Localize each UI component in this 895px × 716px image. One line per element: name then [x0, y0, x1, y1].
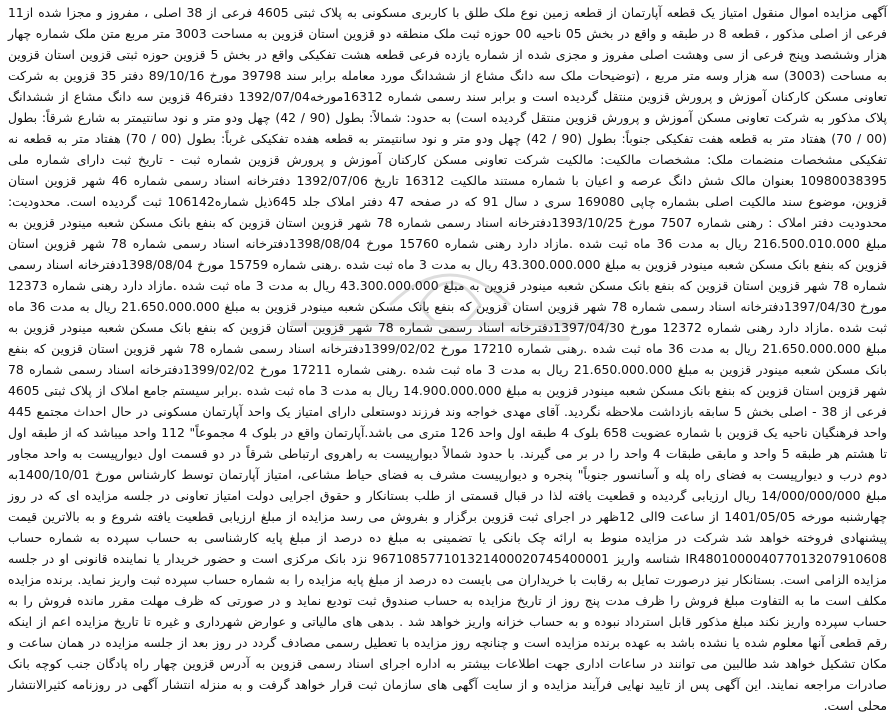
notice-body-text: آگهی مزایده اموال منقول امتیاز یک قطعه آپارتمان از قطعه زمین نوع ملک طلق با کاربری مسکونی به پلاک ثبتی 4605 فرعی از 38 اصلی ، مفروز و مجزا شده از11 فرعی از اصلی مذکور ، قطعه 8 در طبقه و واقع در بخش 05 ناحیه 00 حوزه ثبت ملک منطقه دو قزوین استان قزوین به مساحت 3003 متر مربع متن ملک شماره چهار هزار وششصد وپنج فرعی از سی وهشت اصلی مفروز و مجزی شده از شماره یازده فرعی قطعه هشت تفکیکی واقع در بخش 5 قزوین حوزه ثبتی قزوین استان قزوین به مساحت (3003) سه هزار وسه متر مربع ، (توضیحات ملک سه دانگ مشاع از ششدانگ مورد معامله برابر سند 39798 مورخ 89/10/16 دفتر 35 قزوین به شرکت تعاونی مسکن کارکنان آموزش و پرورش قزوین منتقل گردیده است و برابر سند رسمی شماره 16312مورخه1392/07/04 دفتر46 قزوین سه دانگ مشاع از ششدانگ پلاک مذکور به شرکت تعاونی مسکن آموزش و پرورش قزوین منتقل گردیده است) به حدود: شمالاً: بطول (90 / 42) چهل ودو متر و نود سانتیمتر به شارع شرقاً: بطول (00 / 70) هفتاد متر به قطعه هفت تفکیکی جنوباً: بطول (90 / 42) چهل ودو متر و نود سانتیمتر به قطعه هفده تفکیکی غرباً: بطول (00 / 70) هفتاد متر به قطعه نه تفکیکی مشخصات منضمات ملک: مشخصات مالکیت: مالکیت شرکت تعاونی مسکن کارکنان آموزش و پرورش قزوین شماره ثبت - تاریخ ثبت دارای شماره ملی 10980038395 بعنوان مالک شش دانگ عرصه و اعیان با شماره مستند مالکیت 16312 تاریخ 1392/07/06 دفترخانه اسناد رسمی شماره 46 شهر قزوین استان قزوین، موضوع سند مالکیت اصلی بشماره چاپی 169080 سری د سال 91 که در صفحه 47 دفتر املاک جلد 645ذیل شماره106142 ثبت گردیده است. محدودیت: محدودیت دفتر املاک : رهنی شماره 7507 مورخ 1393/10/25دفترخانه اسناد رسمی شماره 78 شهر قزوین استان قزوین که بنفع بانک مسکن شعبه مینودر قزوین به مبلغ 216.500.010.000 ریال به مدت 36 ماه ثبت شده .مازاد دارد رهنی شماره 15760 مورخ 1398/08/04دفترخانه اسناد رسمی شماره 78 شهر قزوین استان قزوین که بنفع بانک مسکن شعبه مینودر قزوین به مبلغ 43.300.000.000 ریال به مدت 3 ماه ثبت شده .رهنی شماره 15759 مورخ 1398/08/04دفترخانه اسناد رسمی شماره 78 شهر قزوین استان قزوین که بنفع بانک مسکن شعبه مینودر قزوین به مبلغ 43.300.000.000 ریال به مدت 3 ماه ثبت شده .مازاد دارد رهنی شماره 12373 مورخ 1397/04/30دفترخانه اسناد رسمی شماره 78 شهر قزوین استان قزوین که بنفع بانک مسکن شعبه مینودر قزوین به مبلغ 21.650.000.000 ریال به مدت 36 ماه ثبت شده .مازاد دارد رهنی شماره 12372 مورخ 1397/04/30دفترخانه اسناد رسمی شماره 78 شهر قزوین استان قزوین که بنفع بانک مسکن شعبه مینودر قزوین به مبلغ 21.650.000.000 ریال به مدت 36 ماه ثبت شده .رهنی شماره 17210 مورخ 1399/02/02دفترخانه اسناد رسمی شماره 78 شهر قزوین استان قزوین که بنفع بانک مسکن شعبه مینودر قزوین به مبلغ 21.650.000.000 ریال به مدت 3 ماه ثبت شده .رهنی شماره 17211 مورخ 1399/02/02دفترخانه اسناد رسمی شماره 78 شهر قزوین استان قزوین که بنفع بانک مسکن شعبه مینودر قزوین به مبلغ 14.900.000.000 ریال به مدت 3 ماه ثبت شده .برابر سیستم جامع املاک از پلاک ثبتی 4605 فرعی از 38 - اصلی بخش 5 سابقه بازداشت ملاحظه نگردید. آقای مهدی خواجه وند فرزند دوستعلی دارای امتیاز یک واحد آپارتمان مسکونی در حال احداث مجتمع 445 واحد فرهنگیان ناحیه یک قزوین با شماره عضویت 658 بلوک 4 طبقه اول واحد 126 متری می باشد.آپارتمان واقع در بلوک 4 مجموعاً" 112 واحد میباشد که از طبقه اول تا هشتم هر طبقه 5 واحد و مابقی طبقات 4 واحد را در بر می گیرند. با حدود شمالاً دیوارپیست به راهروی ارتباطی شرقاً در دو قسمت اول دیوارپیست به واحد مجاور دوم درب و دیوارپیست به فضای راه پله و آسانسور جنوباً" پنجره و دیوارپیست مشرف به فضای حیاط مشاعی، امتیاز آپارتمان توسط کارشناس مورخ 1400/10/01به مبلغ 14/000/000/000 ریال ارزیابی گردیده و قطعیت یافته لذا در قبال قسمتی از طلب بستانکار و حقوق اجرایی دولت امتیاز تعاونی در جلسه مزایده ای که در روز چهارشنبه مورخه 1401/05/05 از ساعت 9الی 12ظهر در اجرای ثبت قزوین برگزار و بفروش می رسد مزایده از مبلغ ارزیابی قطعیت یافته شروع و به بالاترین قیمت پیشنهادی فروخته خواهد شد شرکت در مزایده منوط به ارائه چک بانکی یا تضمینی به مبلغ ده درصد از مبلغ پایه کارشناسی به حساب سپرده به شماره حساب IR480100004077013207910608 شناسه واریز 967108577101321400020745400001 نزد بانک مرکزی است و حضور خریدار یا نماینده قانونی او در جلسه مزایده الزامی است. بستانکار نیز درصورت تمایل به رقابت با خریداران می بایست ده درصد از مبلغ پایه مزایده را به شماره حساب سپرده ثبت واریز نماید. برنده مزایده مکلف است ما به التفاوت مبلغ فروش را ظرف مدت پنج روز از تاریخ مزایده به حساب صندوق ثبت تودیع نماید و در صورتی که ظرف مهلت مقرر مانده فروش را به حساب سپرده واریز نکند مبلغ مذکور قابل استرداد نبوده و به حساب خزانه واریز خواهد شد . بدهی های مالیاتی و عوارض شهرداری و غیره تا تاریخ مزایده اعم از اینکه رقم قطعی آنها معلوم شده یا نشده باشد به عهده برنده مزایده است و چنانچه روز مزایده با تعطیل رسمی مصادف گردد در روز بعد از جلسه مزایده در همان ساعت و مکان تشکیل خواهد شد طالبین می توانند در ساعات اداری جهت اطلاعات بیشتر به اداره اجرای اسناد رسمی قزوین به آدرس قزوین چهار راه پادگان جنب کوچه بانک صادرات مراجعه نمایند. این آگهی پس از تایید نهایی فرآیند مزایده و از سایت آگهی های سازمان ثبت قرار خواهد گرفت و به منزله انتشار آگهی در روزنامه کثیرالانتشار محلی است. [8, 5, 888, 713]
auction-notice [8, 2, 888, 713]
